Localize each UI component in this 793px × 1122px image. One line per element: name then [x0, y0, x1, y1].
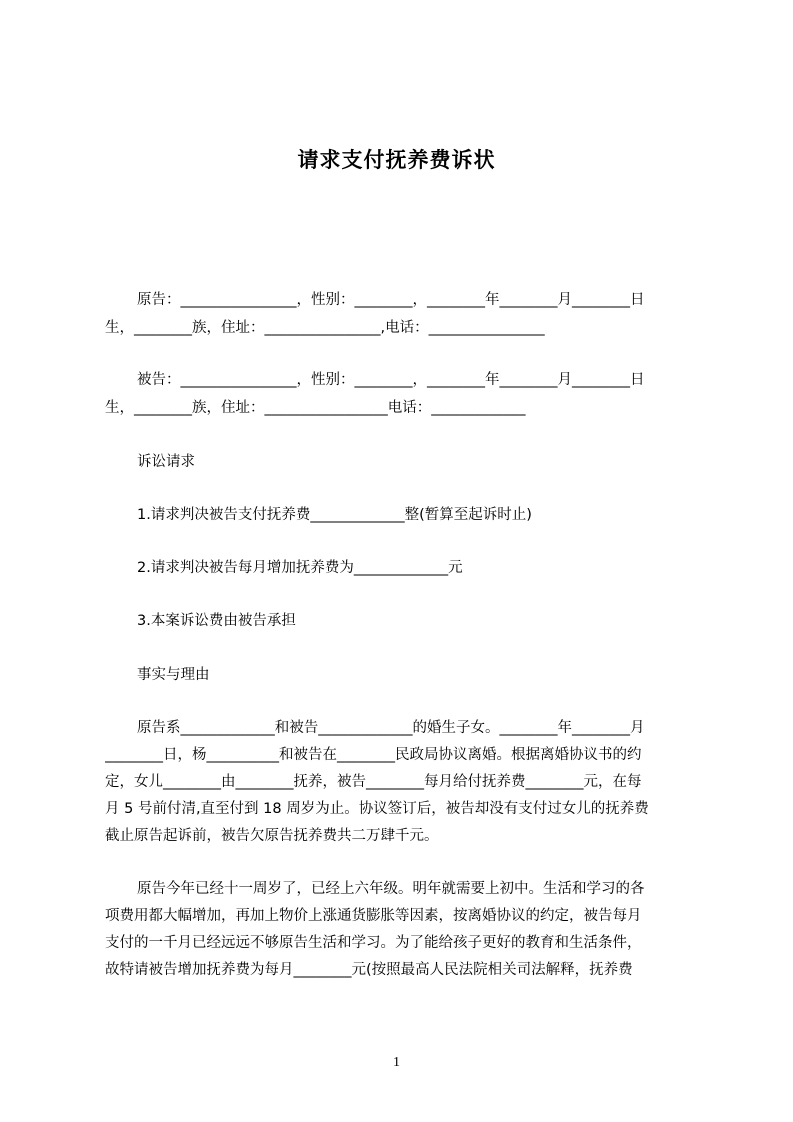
claims-heading: 诉讼请求: [137, 454, 195, 470]
facts-heading: 事实与理由: [137, 667, 210, 683]
paragraph-1-line: 定，女儿________由________抚养，被告________每月给付抚养费________元，在每: [105, 774, 642, 790]
paragraph-1-line: ________日，杨__________和被告在________民政局协议离婚。根据离婚协议书的约: [105, 747, 642, 763]
paragraph-2-line: 故特请被告增加抚养费为每月________元(按照最高人民法院相关司法解释，抚养费: [105, 962, 633, 978]
paragraph-1-line: 截止原告起诉前，被告欠原告抚养费共二万肆千元。: [105, 828, 439, 844]
plaintiff-line-2: 生，________族，住址：________________,电话：________________: [105, 320, 545, 336]
page-number: 1: [393, 1055, 400, 1070]
paragraph-2-line: 原告今年已经十一周岁了，已经上六年级。明年就需要上初中。生活和学习的各: [137, 881, 645, 897]
paragraph-2-line: 支付的一千月已经远远不够原告生活和学习。为了能给孩子更好的教育和生活条件，: [105, 935, 642, 951]
paragraph-2-line: 项费用都大幅增加，再加上物价上涨通货膨胀等因素，按离婚协议的约定，被告每月: [105, 908, 642, 924]
plaintiff-line-1: 原告：________________，性别：________，________年________月________日: [137, 292, 645, 308]
document-title: 请求支付抚养费诉状: [297, 148, 496, 172]
claim-item: 3.本案诉讼费由被告承担: [137, 613, 296, 629]
paragraph-1-line: 月 5 号前付清,直至付到 18 周岁为止。协议签订后，被告却没有支付过女儿的抚养费: [105, 801, 649, 817]
defendant-line-2: 生，________族，住址：_________________电话：_____________: [105, 400, 526, 416]
claim-item: 2.请求判决被告每月增加抚养费为_____________元: [137, 560, 463, 576]
defendant-line-1: 被告：________________，性别：________，________年________月________日: [137, 372, 645, 388]
claim-item: 1.请求判决被告支付抚养费_____________整(暂算至起诉时止): [137, 507, 532, 523]
paragraph-1-line: 原告系_____________和被告_____________的婚生子女。________年________月: [137, 720, 645, 736]
